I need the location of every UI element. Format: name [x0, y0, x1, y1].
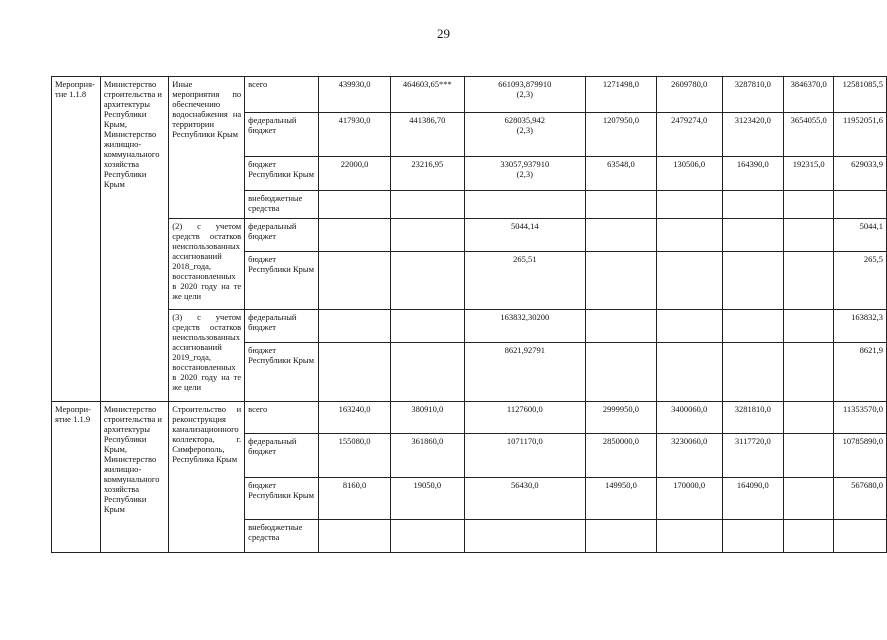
- value-cell: [834, 191, 887, 219]
- value-cell: 8621,9: [834, 343, 887, 402]
- funding-source-cell: федеральный бюджет: [245, 310, 319, 343]
- activity-name-cell: (3) с учетом средств остатков неиспользованных ассигнований 2019_года, восстановленных в 2020 году на те же цели: [169, 310, 245, 402]
- value-cell: 22000,0: [319, 157, 391, 191]
- value-cell: 628035,942 (2,3): [464, 113, 586, 157]
- value-cell: [464, 191, 586, 219]
- funding-source-cell: федеральный бюджет: [245, 113, 319, 157]
- value-cell: 3123420,0: [722, 113, 783, 157]
- value-cell: 2999950,0: [586, 402, 657, 434]
- value-cell: 12581085,5: [834, 77, 887, 113]
- funding-source-cell: всего: [245, 77, 319, 113]
- value-cell: 417930,0: [319, 113, 391, 157]
- value-cell: [784, 434, 834, 478]
- activity-name-cell: Строительство и реконструкция канализационного коллектора, г. Симферополь, Республика Крым: [169, 402, 245, 553]
- value-cell: 163240,0: [319, 402, 391, 434]
- value-cell: [784, 310, 834, 343]
- value-cell: [391, 252, 464, 310]
- activity-name-cell: (2) с учетом средств остатков неиспользованных ассигнований 2018_года, восстановленных в 2020 году на те же цели: [169, 219, 245, 310]
- value-cell: [391, 219, 464, 252]
- value-cell: [656, 252, 722, 310]
- value-cell: 130506,0: [656, 157, 722, 191]
- value-cell: 8160,0: [319, 478, 391, 520]
- value-cell: 163832,3: [834, 310, 887, 343]
- funding-source-cell: федеральный бюджет: [245, 434, 319, 478]
- value-cell: [319, 343, 391, 402]
- value-cell: [319, 520, 391, 553]
- value-cell: 164090,0: [722, 478, 783, 520]
- value-cell: [722, 520, 783, 553]
- value-cell: 164390,0: [722, 157, 783, 191]
- value-cell: [722, 310, 783, 343]
- value-cell: [586, 310, 657, 343]
- value-cell: 192315,0: [784, 157, 834, 191]
- measure-cell: Меропрня- тне 1.1.8: [52, 77, 101, 402]
- table-row: [52, 77, 887, 113]
- value-cell: 3281810,0: [722, 402, 783, 434]
- value-cell: [586, 343, 657, 402]
- value-cell: 629033,9: [834, 157, 887, 191]
- value-cell: [656, 310, 722, 343]
- value-cell: 1207950,0: [586, 113, 657, 157]
- value-cell: 661093,879910 (2,3): [464, 77, 586, 113]
- value-cell: 265,51: [464, 252, 586, 310]
- value-cell: 380910,0: [391, 402, 464, 434]
- value-cell: 567680,0: [834, 478, 887, 520]
- value-cell: 1271498,0: [586, 77, 657, 113]
- table-row: [52, 219, 887, 252]
- value-cell: 170000,0: [656, 478, 722, 520]
- value-cell: 3287810,0: [722, 77, 783, 113]
- value-cell: 5044,1: [834, 219, 887, 252]
- page-number: 29: [437, 26, 450, 41]
- value-cell: [656, 219, 722, 252]
- value-cell: [586, 252, 657, 310]
- value-cell: [784, 191, 834, 219]
- table-row: [52, 402, 887, 434]
- value-cell: [391, 520, 464, 553]
- funding-source-cell: бюджет Республики Крым: [245, 252, 319, 310]
- value-cell: 56430,0: [464, 478, 586, 520]
- value-cell: [586, 191, 657, 219]
- value-cell: [722, 219, 783, 252]
- value-cell: [586, 219, 657, 252]
- executor-cell: Министерство строительства и архитектуры Республики Крым, Министерство жилищно-коммунального хозяйства Республики Крым: [100, 402, 168, 553]
- value-cell: [656, 520, 722, 553]
- value-cell: [784, 402, 834, 434]
- value-cell: [784, 252, 834, 310]
- value-cell: 439930,0: [319, 77, 391, 113]
- value-cell: 2850000,0: [586, 434, 657, 478]
- value-cell: [784, 520, 834, 553]
- value-cell: [464, 520, 586, 553]
- value-cell: [319, 310, 391, 343]
- value-cell: 23216,95: [391, 157, 464, 191]
- value-cell: 2609780,0: [656, 77, 722, 113]
- value-cell: 5044,14: [464, 219, 586, 252]
- value-cell: 441386,70: [391, 113, 464, 157]
- funding-source-cell: бюджет Республики Крым: [245, 157, 319, 191]
- value-cell: [722, 343, 783, 402]
- value-cell: [319, 252, 391, 310]
- activity-name-cell: Иные мероприятия по обеспечению водоснабжения на территории Республики Крым: [169, 77, 245, 219]
- value-cell: 8621,92791: [464, 343, 586, 402]
- value-cell: [319, 191, 391, 219]
- funding-source-cell: бюджет Республики Крым: [245, 478, 319, 520]
- value-cell: 3230060,0: [656, 434, 722, 478]
- value-cell: 11353570,0: [834, 402, 887, 434]
- value-cell: 10785890,0: [834, 434, 887, 478]
- value-cell: 265,5: [834, 252, 887, 310]
- value-cell: [391, 343, 464, 402]
- value-cell: 2479274,0: [656, 113, 722, 157]
- value-cell: [784, 343, 834, 402]
- funding-source-cell: внебюджетные средства: [245, 191, 319, 219]
- value-cell: 155080,0: [319, 434, 391, 478]
- value-cell: 149950,0: [586, 478, 657, 520]
- value-cell: [784, 219, 834, 252]
- value-cell: [391, 191, 464, 219]
- value-cell: [722, 252, 783, 310]
- value-cell: [784, 478, 834, 520]
- budget-table: [51, 76, 887, 553]
- executor-cell: Министерство строительства и архитектуры Республики Крым, Министерство жилищно-коммунального хозяйства Республики Крым: [100, 77, 168, 402]
- funding-source-cell: внебюджетные средства: [245, 520, 319, 553]
- value-cell: [586, 520, 657, 553]
- funding-source-cell: федеральный бюджет: [245, 219, 319, 252]
- value-cell: [722, 191, 783, 219]
- table-row: [52, 310, 887, 343]
- value-cell: [656, 343, 722, 402]
- value-cell: [656, 191, 722, 219]
- value-cell: 19050,0: [391, 478, 464, 520]
- funding-source-cell: бюджет Республики Крым: [245, 343, 319, 402]
- value-cell: 1071170,0: [464, 434, 586, 478]
- measure-cell: Меропри- ятие 1.1.9: [52, 402, 101, 553]
- value-cell: 3654055,0: [784, 113, 834, 157]
- value-cell: 33057,937910 (2,3): [464, 157, 586, 191]
- value-cell: 1127600,0: [464, 402, 586, 434]
- value-cell: 3117720,0: [722, 434, 783, 478]
- value-cell: 3846370,0: [784, 77, 834, 113]
- value-cell: [391, 310, 464, 343]
- value-cell: 464603,65***: [391, 77, 464, 113]
- value-cell: 361860,0: [391, 434, 464, 478]
- value-cell: 3400060,0: [656, 402, 722, 434]
- value-cell: [319, 219, 391, 252]
- value-cell: [834, 520, 887, 553]
- value-cell: 11952051,6: [834, 113, 887, 157]
- value-cell: 63548,0: [586, 157, 657, 191]
- funding-source-cell: всего: [245, 402, 319, 434]
- value-cell: 163832,30200: [464, 310, 586, 343]
